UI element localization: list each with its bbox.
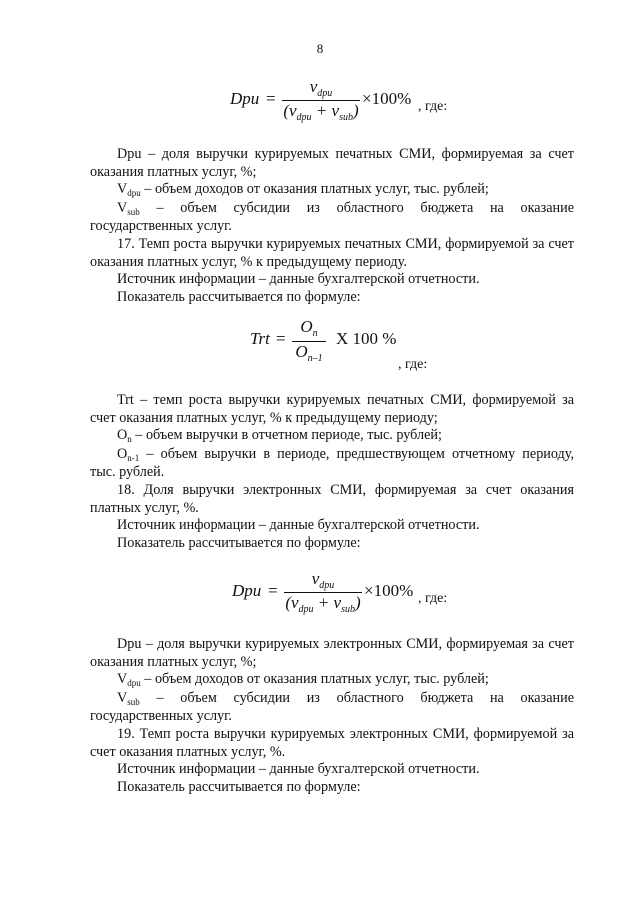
fraction-numerator: $v_{dpu}$ [311,569,335,591]
paragraph: $V_{sub}$ – объем субсидии из областного бюджета на оказание государственных услуг. [90,689,574,725]
formula-multiplier: X 100 % [336,329,397,348]
page-number: 8 [316,41,324,56]
paragraph: $V_{dpu}$ – объем доходов от оказания платных услуг, тыс. рублей; [117,181,489,199]
fraction-denominator: $O_{n-1}$ [295,342,323,364]
text-block-3 [90,636,574,796]
text-block-2 [90,392,574,552]
formula-where: , где: [398,357,428,372]
paragraph: Источник информации – данные бухгалтерской отчетности. [117,517,480,534]
paragraph: $O_{n-1}$ – объем выручки в периоде, предшествующем отчетному периоду, тыс. рублей. [90,445,574,481]
fraction-denominator: $(v_{dpu} + v_{sub})$ [283,101,359,123]
paragraph: 17. Темп роста выручки курируемых печатных СМИ, формируемой за счет оказания платных услуг, % к предыдущему периоду. [90,235,574,270]
paragraph: $V_{dpu}$ – объем доходов от оказания платных услуг, тыс. рублей; [117,671,489,689]
formula-eq: = [266,89,276,108]
paragraph: 18. Доля выручки электронных СМИ, формируемая за счет оказания платных услуг, %. [90,481,574,516]
fraction-numerator: $v_{dpu}$ [309,77,333,99]
formula-eq: = [276,329,286,348]
formula-fraction [292,318,326,370]
formula-where: , где: [418,591,448,606]
paragraph: Источник информации – данные бухгалтерской отчетности. [117,271,480,288]
formula-lhs: Dpu [230,89,260,108]
paragraph: 19. Темп роста выручки курируемых электронных СМИ, формируемой за счет оказания платных услуг, %. [90,725,574,760]
paragraph: $V_{sub}$ – объем субсидии из областного бюджета на оказание государственных услуг. [90,199,574,235]
paragraph: $O_n$ – объем выручки в отчетном периоде, тыс. рублей; [117,427,442,445]
paragraph: Dpu – доля выручки курируемых печатных СМИ, формируемая за счет оказания платных услуг, %; [90,146,574,180]
formula-dpu-print [230,78,490,128]
text-block-1 [90,146,574,306]
formula-multiplier: ×100% [362,89,412,108]
formula-where: , где: [418,99,448,114]
paragraph: Источник информации – данные бухгалтерской отчетности. [117,761,480,778]
paragraph: Показатель рассчитывается по формуле: [117,288,361,305]
formula-fraction [284,570,362,620]
formula-multiplier: ×100% [364,581,414,600]
formula-lhs: Trt [250,329,270,348]
formula-dpu-electronic [232,570,492,620]
formula-fraction [282,78,360,128]
paragraph: Trt – темп роста выручки курируемых печатных СМИ, формируемой за счет оказания платных услуг, % к предыдущему периоду; [90,392,574,426]
fraction-denominator: $(v_{dpu} + v_{sub})$ [285,593,361,615]
paragraph: Показатель рассчитывается по формуле: [117,534,361,551]
paragraph: Показатель рассчитывается по формуле: [117,778,361,795]
formula-lhs: Dpu [232,581,262,600]
fraction-numerator: $O_n$ [300,317,318,339]
paragraph: Dpu – доля выручки курируемых электронных СМИ, формируемая за счет оказания платных услуг, %; [90,636,574,670]
formula-eq: = [268,581,278,600]
